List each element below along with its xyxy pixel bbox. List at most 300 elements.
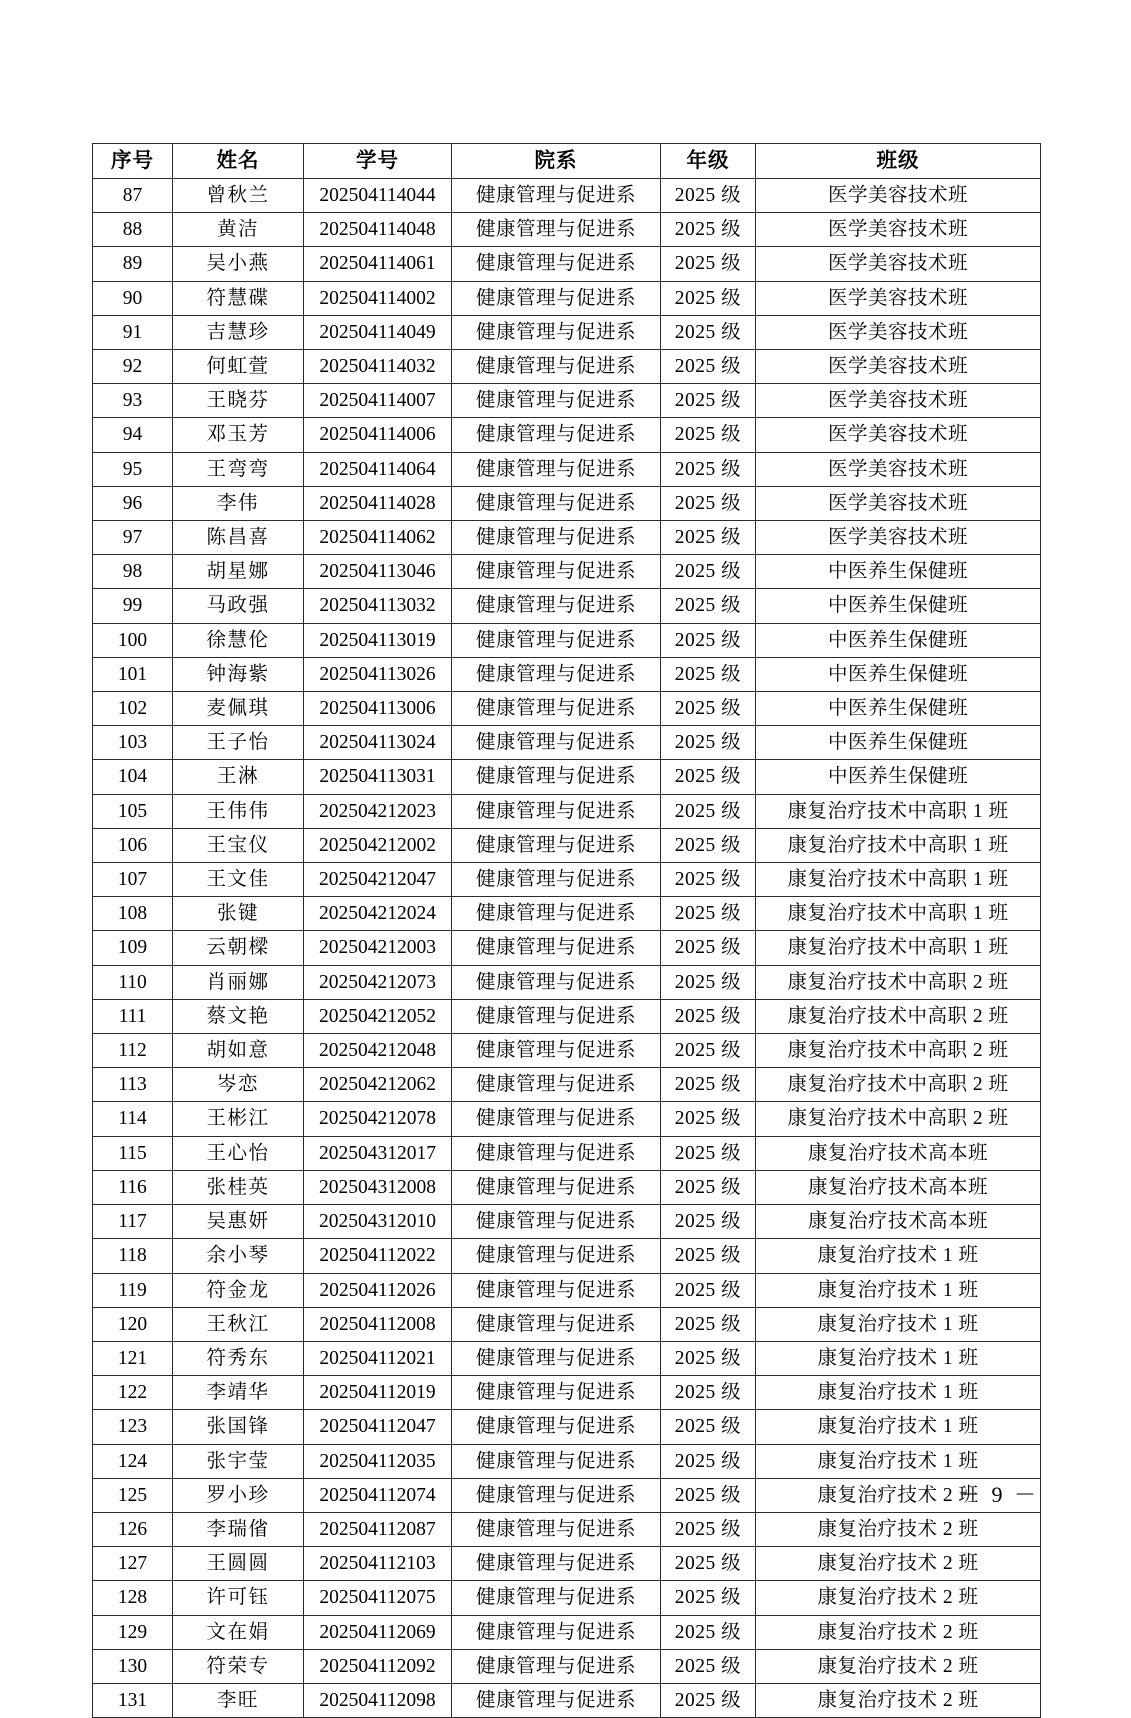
cell-klass: 康复治疗技术 2 班: [756, 1683, 1041, 1717]
cell-dept: 健康管理与促进系: [452, 897, 661, 931]
cell-dept: 健康管理与促进系: [452, 794, 661, 828]
cell-seq: 89: [93, 247, 173, 281]
cell-seq: 98: [93, 555, 173, 589]
cell-dept: 健康管理与促进系: [452, 452, 661, 486]
table-row: [93, 623, 1041, 657]
cell-grade: 2025 级: [661, 828, 756, 862]
cell-sid: 202504112035: [304, 1444, 452, 1478]
cell-seq: 124: [93, 1444, 173, 1478]
table-row: [93, 657, 1041, 691]
cell-grade: 2025 级: [661, 1547, 756, 1581]
cell-name: 文在娟: [173, 1615, 304, 1649]
cell-klass: 康复治疗技术中高职 1 班: [756, 931, 1041, 965]
table-row: [93, 247, 1041, 281]
cell-sid: 202504114064: [304, 452, 452, 486]
cell-grade: 2025 级: [661, 521, 756, 555]
table-row: [93, 1170, 1041, 1204]
cell-dept: 健康管理与促进系: [452, 965, 661, 999]
cell-dept: 健康管理与促进系: [452, 1615, 661, 1649]
cell-name: 曾秋兰: [173, 179, 304, 213]
cell-klass: 中医养生保健班: [756, 623, 1041, 657]
cell-klass: 康复治疗技术 2 班: [756, 1649, 1041, 1683]
cell-name: 符金龙: [173, 1273, 304, 1307]
cell-name: 胡星娜: [173, 555, 304, 589]
table-row: [93, 1410, 1041, 1444]
table-row: [93, 1581, 1041, 1615]
cell-dept: 健康管理与促进系: [452, 1273, 661, 1307]
cell-grade: 2025 级: [661, 418, 756, 452]
cell-seq: 104: [93, 760, 173, 794]
cell-name: 王彬江: [173, 1102, 304, 1136]
cell-name: 王弯弯: [173, 452, 304, 486]
cell-klass: 医学美容技术班: [756, 418, 1041, 452]
cell-seq: 102: [93, 692, 173, 726]
cell-seq: 115: [93, 1136, 173, 1170]
cell-sid: 202504212073: [304, 965, 452, 999]
cell-klass: 医学美容技术班: [756, 179, 1041, 213]
cell-klass: 康复治疗技术中高职 2 班: [756, 1068, 1041, 1102]
cell-seq: 91: [93, 315, 173, 349]
cell-name: 符秀东: [173, 1341, 304, 1375]
cell-klass: 康复治疗技术 2 班: [756, 1512, 1041, 1546]
cell-name: 张桂英: [173, 1170, 304, 1204]
table-row: [93, 179, 1041, 213]
page-number: － 9 －: [957, 1482, 1039, 1507]
cell-dept: 健康管理与促进系: [452, 1512, 661, 1546]
table-row: [93, 828, 1041, 862]
table-row: [93, 1205, 1041, 1239]
cell-sid: 202504112026: [304, 1273, 452, 1307]
cell-dept: 健康管理与促进系: [452, 315, 661, 349]
cell-sid: 202504212048: [304, 1034, 452, 1068]
cell-klass: 中医养生保健班: [756, 657, 1041, 691]
cell-sid: 202504112069: [304, 1615, 452, 1649]
cell-grade: 2025 级: [661, 1512, 756, 1546]
cell-dept: 健康管理与促进系: [452, 1136, 661, 1170]
cell-klass: 康复治疗技术中高职 2 班: [756, 1102, 1041, 1136]
cell-name: 李靖华: [173, 1376, 304, 1410]
cell-sid: 202504112103: [304, 1547, 452, 1581]
cell-name: 黄洁: [173, 213, 304, 247]
cell-klass: 中医养生保健班: [756, 692, 1041, 726]
cell-sid: 202504114032: [304, 350, 452, 384]
column-header-class: 班级: [756, 144, 1041, 179]
cell-name: 张键: [173, 897, 304, 931]
cell-seq: 117: [93, 1205, 173, 1239]
cell-dept: 健康管理与促进系: [452, 1307, 661, 1341]
cell-klass: 中医养生保健班: [756, 589, 1041, 623]
cell-sid: 202504114049: [304, 315, 452, 349]
cell-dept: 健康管理与促进系: [452, 1170, 661, 1204]
cell-sid: 202504312008: [304, 1170, 452, 1204]
table-row: [93, 350, 1041, 384]
cell-dept: 健康管理与促进系: [452, 213, 661, 247]
cell-seq: 103: [93, 726, 173, 760]
table-row: [93, 1034, 1041, 1068]
cell-grade: 2025 级: [661, 1615, 756, 1649]
cell-sid: 202504212003: [304, 931, 452, 965]
cell-grade: 2025 级: [661, 1683, 756, 1717]
cell-seq: 121: [93, 1341, 173, 1375]
cell-seq: 131: [93, 1683, 173, 1717]
cell-grade: 2025 级: [661, 281, 756, 315]
table-row: [93, 726, 1041, 760]
cell-klass: 康复治疗技术 1 班: [756, 1410, 1041, 1444]
cell-dept: 健康管理与促进系: [452, 931, 661, 965]
cell-name: 邓玉芳: [173, 418, 304, 452]
cell-name: 麦佩琪: [173, 692, 304, 726]
cell-dept: 健康管理与促进系: [452, 521, 661, 555]
cell-sid: 202504114062: [304, 521, 452, 555]
cell-seq: 127: [93, 1547, 173, 1581]
cell-name: 王宝仪: [173, 828, 304, 862]
cell-grade: 2025 级: [661, 1376, 756, 1410]
table-row: [93, 486, 1041, 520]
cell-klass: 康复治疗技术 2 班: [756, 1581, 1041, 1615]
cell-grade: 2025 级: [661, 863, 756, 897]
cell-dept: 健康管理与促进系: [452, 1376, 661, 1410]
cell-grade: 2025 级: [661, 589, 756, 623]
cell-klass: 康复治疗技术中高职 1 班: [756, 794, 1041, 828]
table-row: [93, 863, 1041, 897]
cell-klass: 医学美容技术班: [756, 384, 1041, 418]
cell-sid: 202504312010: [304, 1205, 452, 1239]
cell-klass: 医学美容技术班: [756, 247, 1041, 281]
table-row: [93, 1547, 1041, 1581]
table-row: [93, 1649, 1041, 1683]
cell-dept: 健康管理与促进系: [452, 623, 661, 657]
table-row: [93, 692, 1041, 726]
cell-sid: 202504114048: [304, 213, 452, 247]
cell-name: 许可钰: [173, 1581, 304, 1615]
cell-dept: 健康管理与促进系: [452, 179, 661, 213]
cell-grade: 2025 级: [661, 1649, 756, 1683]
cell-name: 王子怡: [173, 726, 304, 760]
table-row: [93, 555, 1041, 589]
cell-seq: 118: [93, 1239, 173, 1273]
cell-grade: 2025 级: [661, 794, 756, 828]
cell-sid: 202504114044: [304, 179, 452, 213]
cell-name: 岑恋: [173, 1068, 304, 1102]
cell-name: 王伟伟: [173, 794, 304, 828]
cell-seq: 105: [93, 794, 173, 828]
cell-name: 张国锋: [173, 1410, 304, 1444]
cell-dept: 健康管理与促进系: [452, 486, 661, 520]
cell-klass: 康复治疗技术 1 班: [756, 1273, 1041, 1307]
cell-sid: 202504114007: [304, 384, 452, 418]
column-header-grade: 年级: [661, 144, 756, 179]
cell-grade: 2025 级: [661, 213, 756, 247]
cell-klass: 医学美容技术班: [756, 281, 1041, 315]
cell-name: 陈昌喜: [173, 521, 304, 555]
cell-dept: 健康管理与促进系: [452, 1444, 661, 1478]
cell-klass: 中医养生保健班: [756, 760, 1041, 794]
cell-seq: 128: [93, 1581, 173, 1615]
cell-klass: 康复治疗技术中高职 2 班: [756, 1034, 1041, 1068]
cell-name: 吴惠妍: [173, 1205, 304, 1239]
cell-sid: 202504113026: [304, 657, 452, 691]
cell-klass: 医学美容技术班: [756, 315, 1041, 349]
cell-sid: 202504113024: [304, 726, 452, 760]
cell-klass: 医学美容技术班: [756, 521, 1041, 555]
cell-klass: 医学美容技术班: [756, 350, 1041, 384]
column-header-name: 姓名: [173, 144, 304, 179]
cell-seq: 129: [93, 1615, 173, 1649]
table-row: [93, 1273, 1041, 1307]
cell-sid: 202504112087: [304, 1512, 452, 1546]
cell-klass: 康复治疗技术 2 班: [756, 1615, 1041, 1649]
cell-klass: 康复治疗技术 1 班: [756, 1307, 1041, 1341]
cell-grade: 2025 级: [661, 1273, 756, 1307]
cell-seq: 107: [93, 863, 173, 897]
cell-seq: 88: [93, 213, 173, 247]
cell-grade: 2025 级: [661, 1581, 756, 1615]
cell-seq: 130: [93, 1649, 173, 1683]
cell-seq: 90: [93, 281, 173, 315]
cell-name: 何虹萱: [173, 350, 304, 384]
cell-seq: 112: [93, 1034, 173, 1068]
cell-sid: 202504212047: [304, 863, 452, 897]
column-header-seq: 序号: [93, 144, 173, 179]
table-row: [93, 1068, 1041, 1102]
cell-sid: 202504212062: [304, 1068, 452, 1102]
cell-klass: 康复治疗技术 1 班: [756, 1341, 1041, 1375]
cell-name: 张宇莹: [173, 1444, 304, 1478]
table-row: [93, 999, 1041, 1033]
cell-grade: 2025 级: [661, 486, 756, 520]
cell-dept: 健康管理与促进系: [452, 1410, 661, 1444]
cell-grade: 2025 级: [661, 1239, 756, 1273]
cell-name: 胡如意: [173, 1034, 304, 1068]
cell-dept: 健康管理与促进系: [452, 1239, 661, 1273]
cell-dept: 健康管理与促进系: [452, 1683, 661, 1717]
cell-sid: 202504112019: [304, 1376, 452, 1410]
table-row: [93, 1376, 1041, 1410]
cell-seq: 96: [93, 486, 173, 520]
cell-name: 马政强: [173, 589, 304, 623]
cell-name: 王秋江: [173, 1307, 304, 1341]
cell-name: 李旺: [173, 1683, 304, 1717]
cell-klass: 康复治疗技术高本班: [756, 1205, 1041, 1239]
cell-sid: 202504113031: [304, 760, 452, 794]
cell-name: 符荣专: [173, 1649, 304, 1683]
cell-seq: 123: [93, 1410, 173, 1444]
cell-klass: 康复治疗技术 2 班: [756, 1478, 1041, 1512]
cell-dept: 健康管理与促进系: [452, 1341, 661, 1375]
cell-grade: 2025 级: [661, 897, 756, 931]
cell-grade: 2025 级: [661, 999, 756, 1033]
cell-name: 王淋: [173, 760, 304, 794]
cell-grade: 2025 级: [661, 315, 756, 349]
cell-grade: 2025 级: [661, 931, 756, 965]
cell-dept: 健康管理与促进系: [452, 828, 661, 862]
table-row: [93, 589, 1041, 623]
cell-klass: 康复治疗技术中高职 1 班: [756, 897, 1041, 931]
table-row: [93, 1341, 1041, 1375]
cell-name: 王晓芬: [173, 384, 304, 418]
cell-grade: 2025 级: [661, 692, 756, 726]
cell-seq: 94: [93, 418, 173, 452]
cell-klass: 康复治疗技术高本班: [756, 1170, 1041, 1204]
table-row: [93, 1102, 1041, 1136]
cell-dept: 健康管理与促进系: [452, 1478, 661, 1512]
table-row: [93, 1615, 1041, 1649]
cell-grade: 2025 级: [661, 623, 756, 657]
cell-sid: 202504113006: [304, 692, 452, 726]
cell-seq: 100: [93, 623, 173, 657]
table-row: [93, 1512, 1041, 1546]
cell-sid: 202504114061: [304, 247, 452, 281]
cell-sid: 202504114002: [304, 281, 452, 315]
cell-name: 王圆圆: [173, 1547, 304, 1581]
cell-seq: 106: [93, 828, 173, 862]
cell-seq: 111: [93, 999, 173, 1033]
cell-seq: 99: [93, 589, 173, 623]
table-row: [93, 931, 1041, 965]
cell-name: 王心怡: [173, 1136, 304, 1170]
cell-name: 符慧碟: [173, 281, 304, 315]
cell-name: 吴小燕: [173, 247, 304, 281]
cell-dept: 健康管理与促进系: [452, 863, 661, 897]
cell-dept: 健康管理与促进系: [452, 1581, 661, 1615]
cell-klass: 医学美容技术班: [756, 452, 1041, 486]
cell-sid: 202504212052: [304, 999, 452, 1033]
cell-sid: 202504312017: [304, 1136, 452, 1170]
table-row: [93, 452, 1041, 486]
cell-grade: 2025 级: [661, 384, 756, 418]
cell-dept: 健康管理与促进系: [452, 692, 661, 726]
cell-klass: 康复治疗技术 1 班: [756, 1376, 1041, 1410]
cell-sid: 202504113046: [304, 555, 452, 589]
cell-dept: 健康管理与促进系: [452, 281, 661, 315]
cell-grade: 2025 级: [661, 1478, 756, 1512]
cell-dept: 健康管理与促进系: [452, 589, 661, 623]
cell-grade: 2025 级: [661, 1102, 756, 1136]
cell-seq: 119: [93, 1273, 173, 1307]
cell-klass: 中医养生保健班: [756, 726, 1041, 760]
cell-klass: 医学美容技术班: [756, 486, 1041, 520]
cell-sid: 202504113032: [304, 589, 452, 623]
column-header-dept: 院系: [452, 144, 661, 179]
cell-klass: 康复治疗技术中高职 2 班: [756, 965, 1041, 999]
table-row: [93, 1683, 1041, 1717]
cell-sid: 202504114006: [304, 418, 452, 452]
cell-sid: 202504114028: [304, 486, 452, 520]
cell-seq: 113: [93, 1068, 173, 1102]
cell-seq: 109: [93, 931, 173, 965]
cell-seq: 126: [93, 1512, 173, 1546]
cell-grade: 2025 级: [661, 1205, 756, 1239]
cell-seq: 101: [93, 657, 173, 691]
cell-klass: 康复治疗技术 1 班: [756, 1239, 1041, 1273]
cell-name: 蔡文艳: [173, 999, 304, 1033]
cell-klass: 康复治疗技术 2 班: [756, 1547, 1041, 1581]
cell-dept: 健康管理与促进系: [452, 999, 661, 1033]
table-row: [93, 315, 1041, 349]
cell-sid: 202504112022: [304, 1239, 452, 1273]
cell-name: 余小琴: [173, 1239, 304, 1273]
cell-sid: 202504113019: [304, 623, 452, 657]
cell-dept: 健康管理与促进系: [452, 1068, 661, 1102]
cell-seq: 93: [93, 384, 173, 418]
cell-dept: 健康管理与促进系: [452, 1547, 661, 1581]
cell-sid: 202504112098: [304, 1683, 452, 1717]
cell-klass: 康复治疗技术中高职 1 班: [756, 863, 1041, 897]
cell-name: 钟海紫: [173, 657, 304, 691]
cell-sid: 202504112075: [304, 1581, 452, 1615]
cell-grade: 2025 级: [661, 726, 756, 760]
cell-grade: 2025 级: [661, 452, 756, 486]
cell-seq: 108: [93, 897, 173, 931]
cell-dept: 健康管理与促进系: [452, 760, 661, 794]
cell-grade: 2025 级: [661, 555, 756, 589]
table-row: [93, 1136, 1041, 1170]
column-header-sid: 学号: [304, 144, 452, 179]
table-row: [93, 384, 1041, 418]
cell-grade: 2025 级: [661, 1410, 756, 1444]
cell-dept: 健康管理与促进系: [452, 1102, 661, 1136]
cell-name: 徐慧伦: [173, 623, 304, 657]
cell-seq: 125: [93, 1478, 173, 1512]
table-row: [93, 794, 1041, 828]
cell-sid: 202504112021: [304, 1341, 452, 1375]
cell-dept: 健康管理与促进系: [452, 555, 661, 589]
cell-grade: 2025 级: [661, 1068, 756, 1102]
cell-sid: 202504112008: [304, 1307, 452, 1341]
cell-sid: 202504112074: [304, 1478, 452, 1512]
cell-dept: 健康管理与促进系: [452, 726, 661, 760]
table-row: [93, 213, 1041, 247]
cell-seq: 87: [93, 179, 173, 213]
cell-seq: 114: [93, 1102, 173, 1136]
cell-name: 罗小珍: [173, 1478, 304, 1512]
table-row: [93, 418, 1041, 452]
cell-name: 李瑞偗: [173, 1512, 304, 1546]
cell-klass: 中医养生保健班: [756, 555, 1041, 589]
cell-sid: 202504212023: [304, 794, 452, 828]
table-row: [93, 965, 1041, 999]
cell-grade: 2025 级: [661, 1136, 756, 1170]
table-row: [93, 281, 1041, 315]
cell-seq: 116: [93, 1170, 173, 1204]
cell-grade: 2025 级: [661, 760, 756, 794]
cell-sid: 202504212078: [304, 1102, 452, 1136]
table-row: [93, 521, 1041, 555]
cell-grade: 2025 级: [661, 350, 756, 384]
cell-name: 肖丽娜: [173, 965, 304, 999]
cell-dept: 健康管理与促进系: [452, 350, 661, 384]
cell-grade: 2025 级: [661, 1170, 756, 1204]
cell-seq: 97: [93, 521, 173, 555]
cell-dept: 健康管理与促进系: [452, 247, 661, 281]
cell-name: 吉慧珍: [173, 315, 304, 349]
cell-seq: 92: [93, 350, 173, 384]
cell-seq: 120: [93, 1307, 173, 1341]
table-row: [93, 1444, 1041, 1478]
cell-grade: 2025 级: [661, 965, 756, 999]
cell-name: 李伟: [173, 486, 304, 520]
table-row: [93, 1239, 1041, 1273]
table-row: [93, 760, 1041, 794]
table-header: [93, 144, 1041, 179]
cell-name: 王文佳: [173, 863, 304, 897]
cell-dept: 健康管理与促进系: [452, 418, 661, 452]
cell-grade: 2025 级: [661, 247, 756, 281]
cell-dept: 健康管理与促进系: [452, 657, 661, 691]
table-row: [93, 1307, 1041, 1341]
cell-grade: 2025 级: [661, 1341, 756, 1375]
cell-seq: 110: [93, 965, 173, 999]
